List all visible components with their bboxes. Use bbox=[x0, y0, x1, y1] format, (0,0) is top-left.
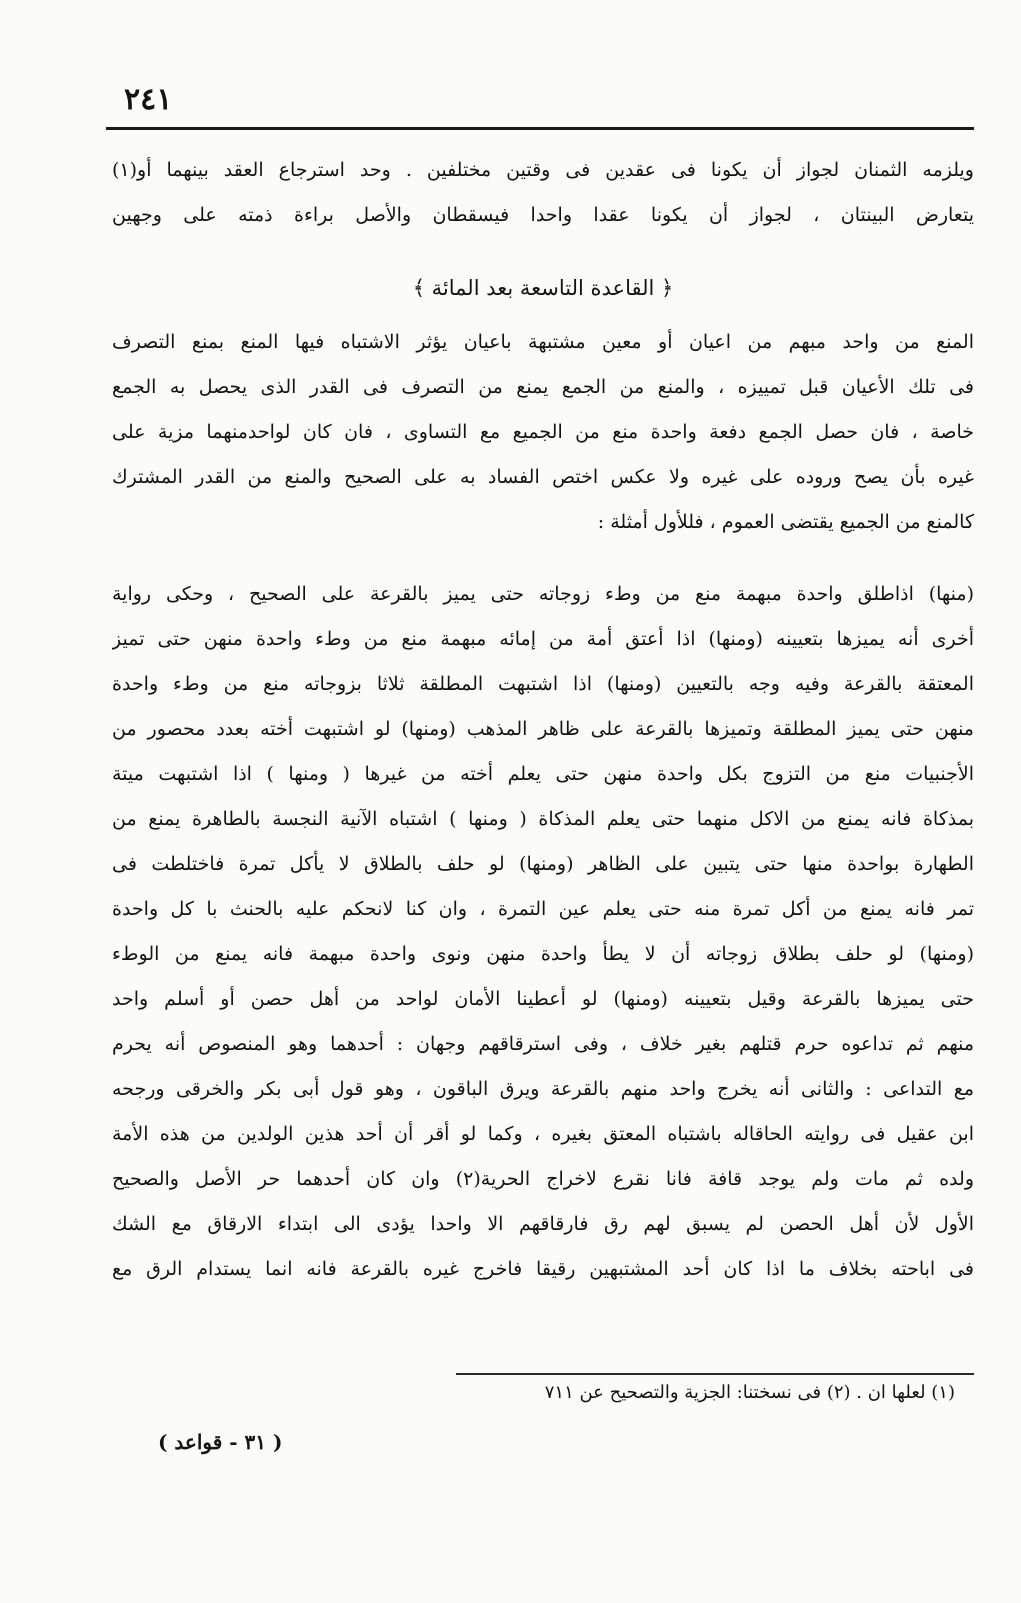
text-line: فى تلك الأعيان قبل تمييزه ، والمنع من الجمع يمنع من التصرف فى القدر الذى يحصل به الجمع bbox=[112, 376, 974, 398]
paragraph-examples bbox=[112, 572, 974, 1292]
text-line: بمذكاة فانه يمنع من الاكل منهما حتى يعلم المذكاة ( ومنها ) اشتباه الآنية النجسة بالطاهرة يمنع من bbox=[112, 808, 974, 830]
text-line: (ومنها) لو حلف بطلاق زوجاته أن لا يطأ واحدة منهن ونوى واحدة مبهمة فانه يمنع من الوطء bbox=[112, 943, 974, 965]
text-line: فى اباحته بخلاف ما اذا كان أحد المشتبهين رقيقا فاخرج غيره بالقرعة فانه انما يستدام الرق مع bbox=[112, 1258, 974, 1280]
text-line: ويلزمه الثمنان لجواز أن يكونا فى عقدين فى وقتين مختلفين . وحد استرجاع العقد بينهما أو(١) bbox=[112, 159, 974, 181]
text-line: تمر فانه يمنع من أكل تمرة منه حتى يعلم عين التمرة ، وان كنا لانحكم عليه بالحنث با كل واحدة bbox=[112, 898, 974, 920]
text-line: ولده ثم مات ولم يوجد قافة فانا نقرع لاخراج الحرية(٢) وان كان أحدهما حر الأصل والصحيح bbox=[112, 1168, 974, 1190]
text-line: المنع من واحد مبهم من اعيان أو معين مشتبهة باعيان يؤثر الاشتباه فيها المنع بمنع التصرف bbox=[112, 331, 974, 353]
footnotes: (١) لعلها ان . (٢) فى نسختنا: الجزية والتصحيح عن ٧١١ bbox=[544, 1382, 955, 1403]
header-rule bbox=[106, 127, 974, 130]
text-line: خاصة ، فان حصل الجمع دفعة واحدة منع من الجميع مع التساوى ، فان كان لواحدمنهما مزية على bbox=[112, 421, 974, 443]
text-line: منهم ثم تداعوه حرم قتلهم بغير خلاف ، وفى استرقاقهم وجهان : أحدهما وهو المنصوص أنه يحرم bbox=[112, 1033, 974, 1055]
footnote-rule bbox=[456, 1373, 974, 1375]
text-line: الأول لأن أهل الحصن لم يسبق لهم رق فارقاقهم الا واحدا يؤدى الى ابتداء الارقاق مع الشك bbox=[112, 1213, 974, 1235]
text-line: حتى يميزها بالقرعة وقيل بتعيينه (ومنها) لو أعطينا الأمان لواحد من أهل حصن أو أسلم واحد bbox=[112, 988, 974, 1010]
signature-mark: ( ٣١ - قواعد ) bbox=[158, 1430, 283, 1454]
text-line: المعتقة بالقرعة وفيه وجه بالتعيين (ومنها) اذا اشتبهت المطلقة ثلاثا بزوجاته منع من وطء واحدة bbox=[112, 673, 974, 695]
section-heading: ﴿ القاعدة التاسعة بعد المائة ﴾ bbox=[412, 276, 674, 300]
text-line: يتعارض البينتان ، لجواز أن يكونا عقدا واحدا فيسقطان والأصل براءة ذمته على وجهين bbox=[112, 204, 974, 226]
text-line: منهن حتى يميز المطلقة وتميزها بالقرعة على ظاهر المذهب (ومنها) لو اشتبهت أخته بعدد محصور من bbox=[112, 718, 974, 740]
continuation-text bbox=[112, 148, 974, 238]
text-line: الأجنبيات منع من التزوج بكل واحدة منهن حتى يعلم أخته من غيرها ( ومنها ) اذا اشتبهت ميتة bbox=[112, 763, 974, 785]
text-line: كالمنع من الجميع يقتضى العموم ، فللأول أمثلة : bbox=[597, 511, 974, 533]
text-line: ابن عقيل فى روايته الحاقاله باشتباه المعتق بغيره ، وكما لو أقر أن أحد هذين الولدين من هذه الأمة bbox=[112, 1123, 974, 1145]
text-line: الطهارة بواحدة منها حتى يتبين على الظاهر (ومنها) لو حلف بالطلاق لا يأكل تمرة فاختلطت فى bbox=[112, 853, 974, 875]
text-line: مع التداعى : والثانى أنه يخرج واحد منهم بالقرعة ويرق الباقون ، وهو قول أبى بكر والخرقى ورجحه bbox=[112, 1078, 974, 1100]
page-number: ٢٤١ bbox=[124, 82, 173, 117]
text-line: غيره بأن يصح وروده على غيره ولا عكس اختص الفساد به على الصحيح والمنع من القدر المشترك bbox=[112, 466, 974, 488]
text-line: (منها) اذاطلق واحدة مبهمة منع من وطء زوجاته حتى يميز بالقرعة على الصحيح ، وحكى رواية bbox=[112, 583, 974, 605]
text-line: أخرى أنه يميزها بتعيينه (ومنها) اذا أعتق أمة من إمائه مبهمة منع من وطء واحدة منهن حتى تميز bbox=[112, 628, 974, 650]
paragraph-intro bbox=[112, 320, 974, 545]
